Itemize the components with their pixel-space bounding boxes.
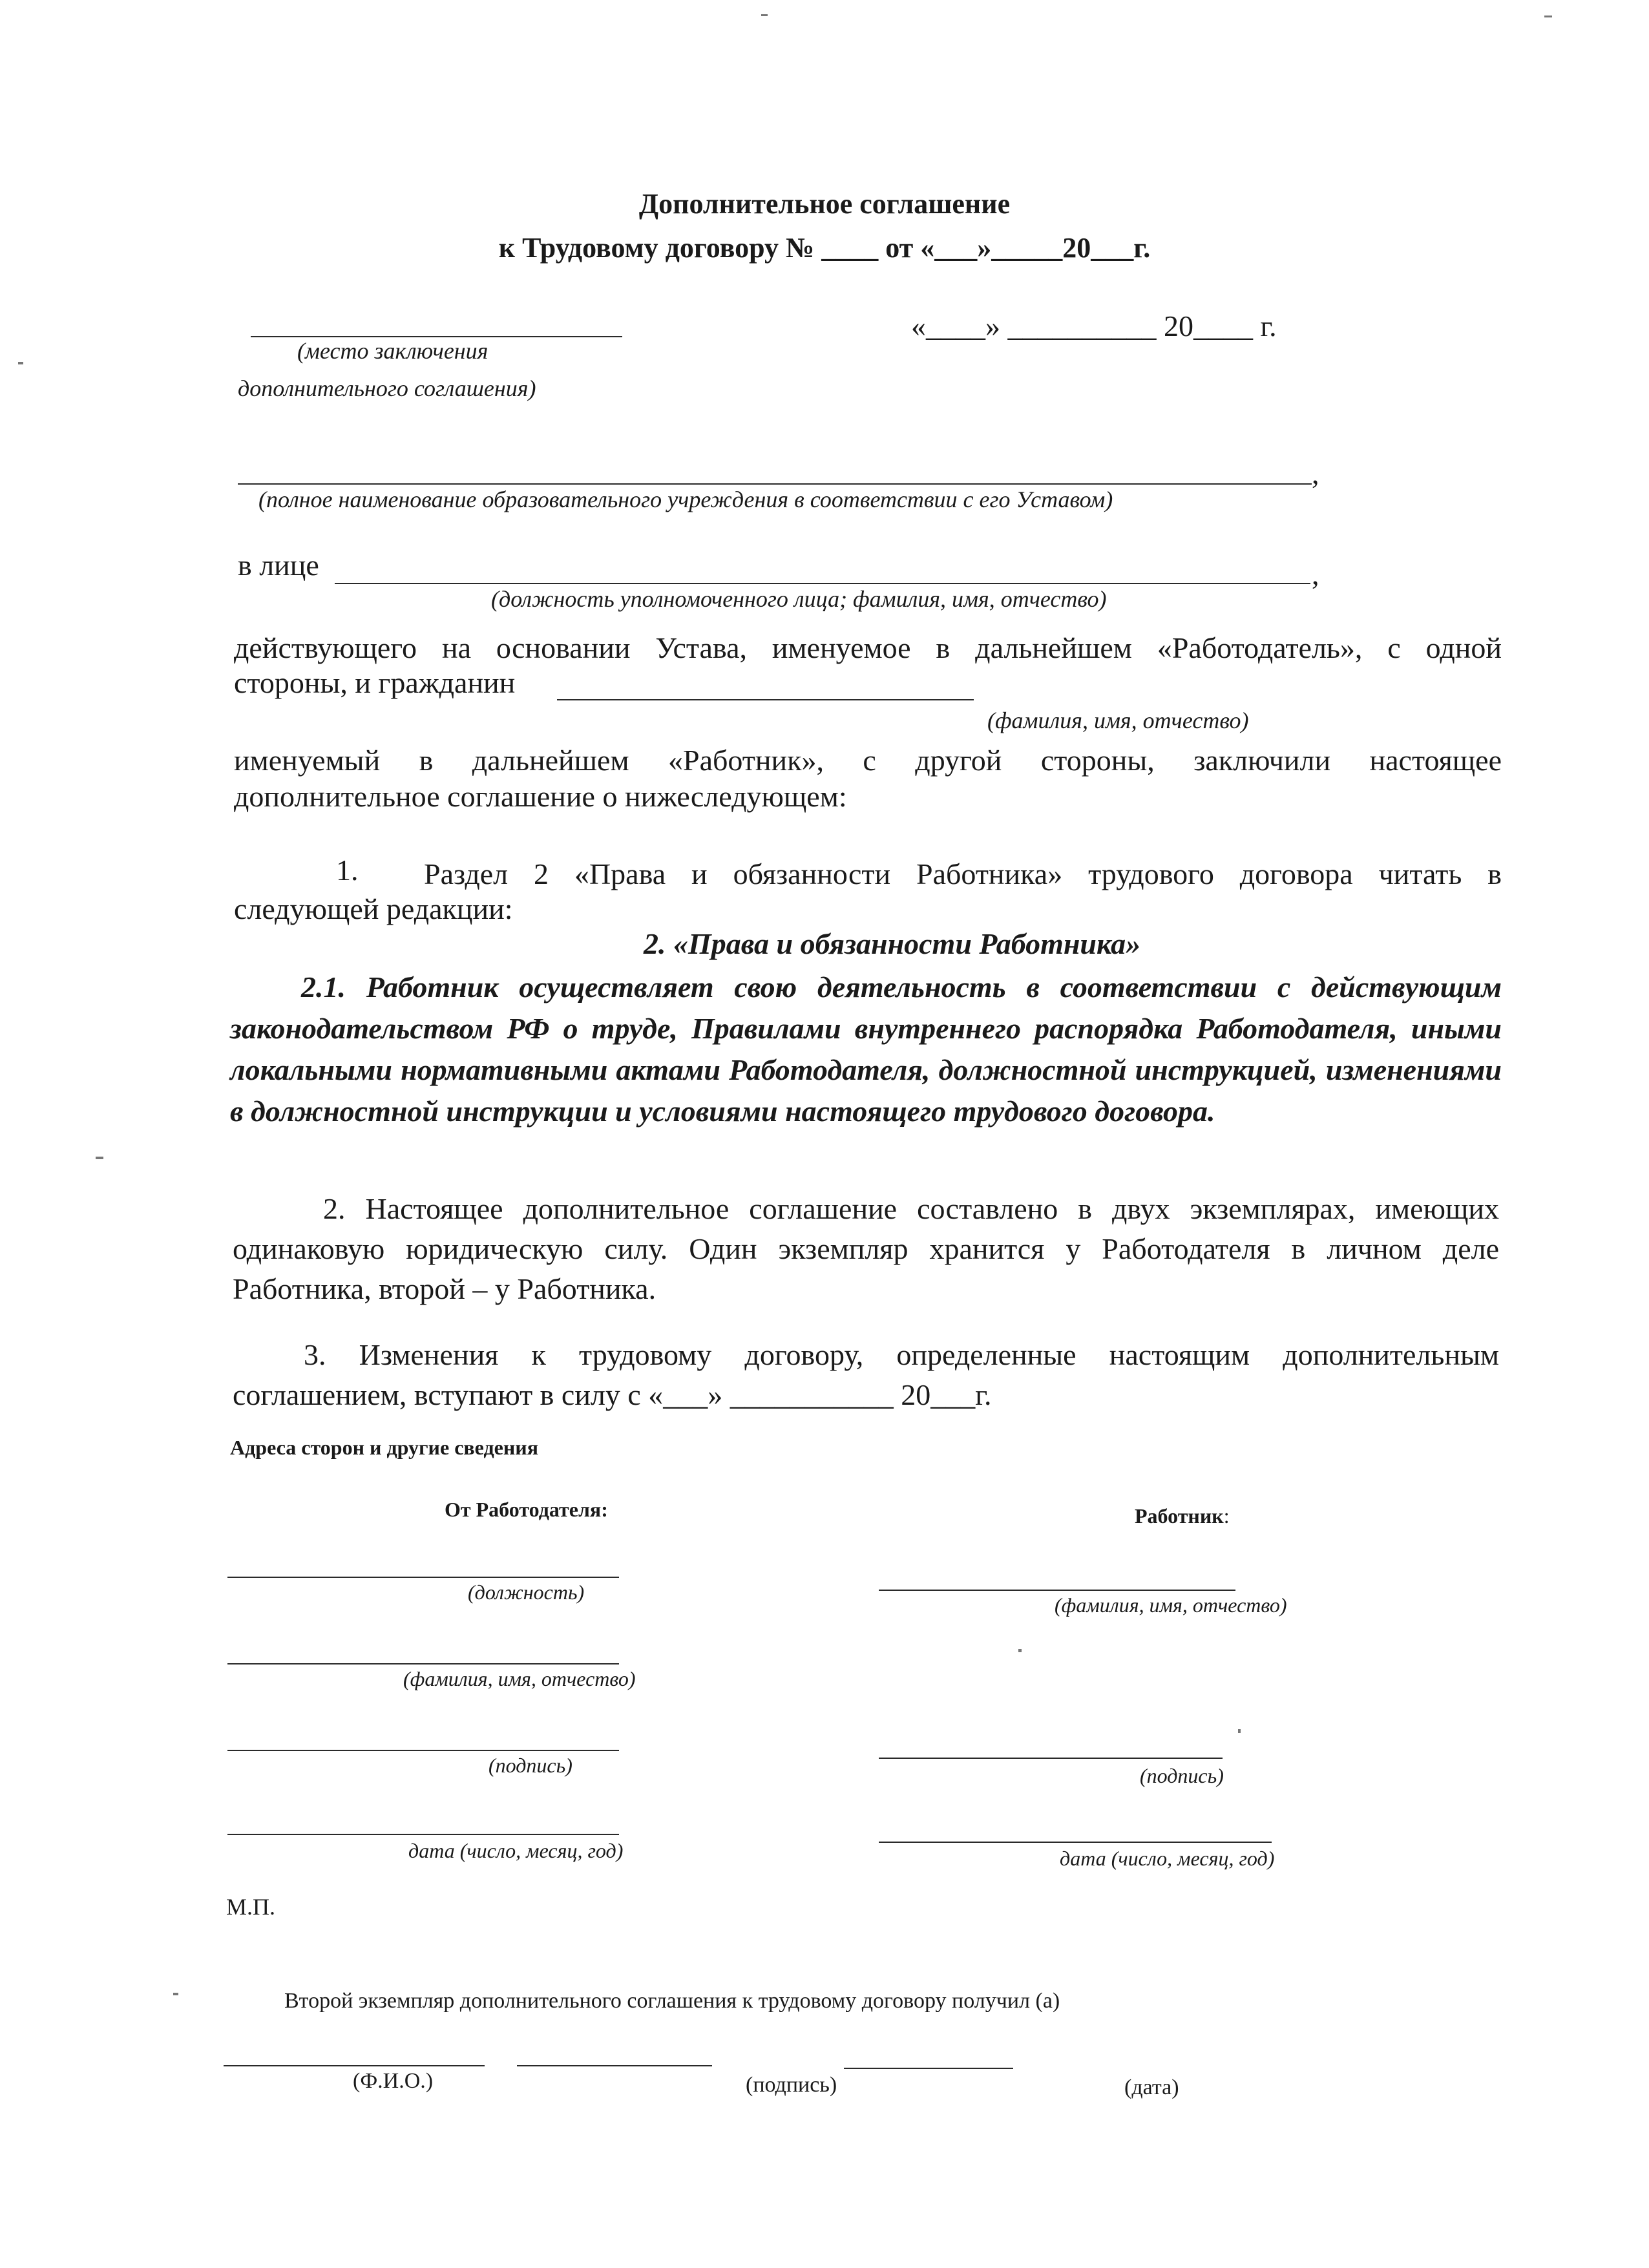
employer-signature-caption: (подпись) xyxy=(488,1754,572,1777)
employee-name-caption: (фамилия, имя, отчество) xyxy=(1055,1593,1287,1617)
scan-speck xyxy=(761,14,768,16)
place-caption-line1: (место заключения xyxy=(297,338,488,364)
intro-line3: именуемый в дальнейшем «Работник», с другой стороны, заключили настоящее xyxy=(234,744,1502,777)
receipt-signature-line xyxy=(517,2065,712,2066)
employee-heading xyxy=(1135,1504,1230,1528)
seal-placeholder: М.П. xyxy=(226,1894,276,1920)
employee-heading-label: Работник xyxy=(1135,1504,1224,1528)
scan-speck xyxy=(1544,16,1552,17)
employer-heading: От Работодателя: xyxy=(445,1498,608,1521)
employee-signature-line xyxy=(879,1758,1223,1759)
agreement-date: «____» __________ 20____ г. xyxy=(911,310,1277,342)
place-caption-line2: дополнительного соглашения) xyxy=(238,375,536,401)
scan-speck xyxy=(96,1157,103,1159)
intro-line2: стороны, и гражданин xyxy=(234,666,516,699)
employer-name-line xyxy=(227,1663,619,1664)
subclause-2-1: 2.1. Работник осуществляет свою деятельность в соответствии с действующим законодательством РФ о труде, Правилами внутреннего распорядка Работодателя, иными локальными нормативными актами Работодателя, должностной инструкцией, изменениями в должностной инструкции и условиями настоящего трудового договора. xyxy=(230,971,1502,1128)
receipt-date-line xyxy=(844,2068,1013,2069)
citizen-blank-line xyxy=(557,699,974,700)
employer-position-caption: (должность) xyxy=(468,1580,585,1604)
employer-signature-line xyxy=(227,1750,619,1751)
employee-name-line xyxy=(879,1590,1235,1591)
clause3-text: 3. Изменения к трудовому договору, определенные настоящим дополнительным соглашением, вступают в силу с «___» ___________ 20___г. xyxy=(233,1338,1499,1411)
representative-caption: (должность уполномоченного лица; фамилия, имя, отчество) xyxy=(491,586,1107,612)
representative-prefix: в лице xyxy=(238,549,319,582)
scan-speck xyxy=(1238,1729,1241,1733)
clause1-line2: следующей редакции: xyxy=(234,892,513,925)
employee-heading-colon: : xyxy=(1223,1504,1230,1528)
receipt-fio-line xyxy=(224,2065,485,2066)
receipt-text: Второй экземпляр дополнительного соглашения к трудовому договору получил (а) xyxy=(284,1989,1060,2013)
representative-blank-line xyxy=(335,583,1310,584)
scan-speck xyxy=(18,362,23,364)
employee-signature-caption: (подпись) xyxy=(1140,1764,1224,1787)
scan-speck xyxy=(1018,1649,1022,1652)
employer-position-line xyxy=(227,1577,619,1578)
organization-comma: , xyxy=(1312,457,1319,490)
document-title: Дополнительное соглашение xyxy=(638,188,1011,220)
receipt-fio-caption: (Ф.И.О.) xyxy=(353,2069,434,2093)
employer-date-line xyxy=(227,1834,619,1835)
clause2-text: 2. Настоящее дополнительное соглашение составлено в двух экземплярах, имеющих одинаковую юридическую силу. Один экземпляр хранится у Работодателя в личном деле Работника, второй – у Работника. xyxy=(233,1192,1499,1305)
receipt-signature-caption: (подпись) xyxy=(746,2073,837,2097)
employer-date-caption: дата (число, месяц, год) xyxy=(408,1839,624,1862)
citizen-caption: (фамилия, имя, отчество) xyxy=(987,708,1249,733)
representative-comma: , xyxy=(1312,558,1319,591)
employer-name-caption: (фамилия, имя, отчество) xyxy=(403,1667,636,1690)
clause1-line1: Раздел 2 «Права и обязанности Работника» трудового договора читать в xyxy=(424,857,1502,890)
employee-date-caption: дата (число, месяц, год) xyxy=(1060,1847,1275,1870)
organization-blank-line xyxy=(238,483,1312,485)
intro-line1: действующего на основании Устава, именуемое в дальнейшем «Работодатель», с одной xyxy=(234,631,1502,664)
employee-date-line xyxy=(879,1842,1272,1843)
receipt-date-caption: (дата) xyxy=(1124,2075,1179,2099)
document-subtitle: к Трудовому договору № ____ от «___»_____20___г. xyxy=(498,232,1151,264)
addresses-heading: Адреса сторон и другие сведения xyxy=(230,1436,539,1459)
organization-caption: (полное наименование образовательного учреждения в соответствии с его Уставом) xyxy=(258,487,1113,512)
intro-line4: дополнительное соглашение о нижеследующем: xyxy=(234,780,847,813)
scan-speck xyxy=(173,1993,178,1995)
section-heading: 2. «Права и обязанности Работника» xyxy=(644,927,1141,960)
clause1-number: 1. xyxy=(336,854,359,887)
